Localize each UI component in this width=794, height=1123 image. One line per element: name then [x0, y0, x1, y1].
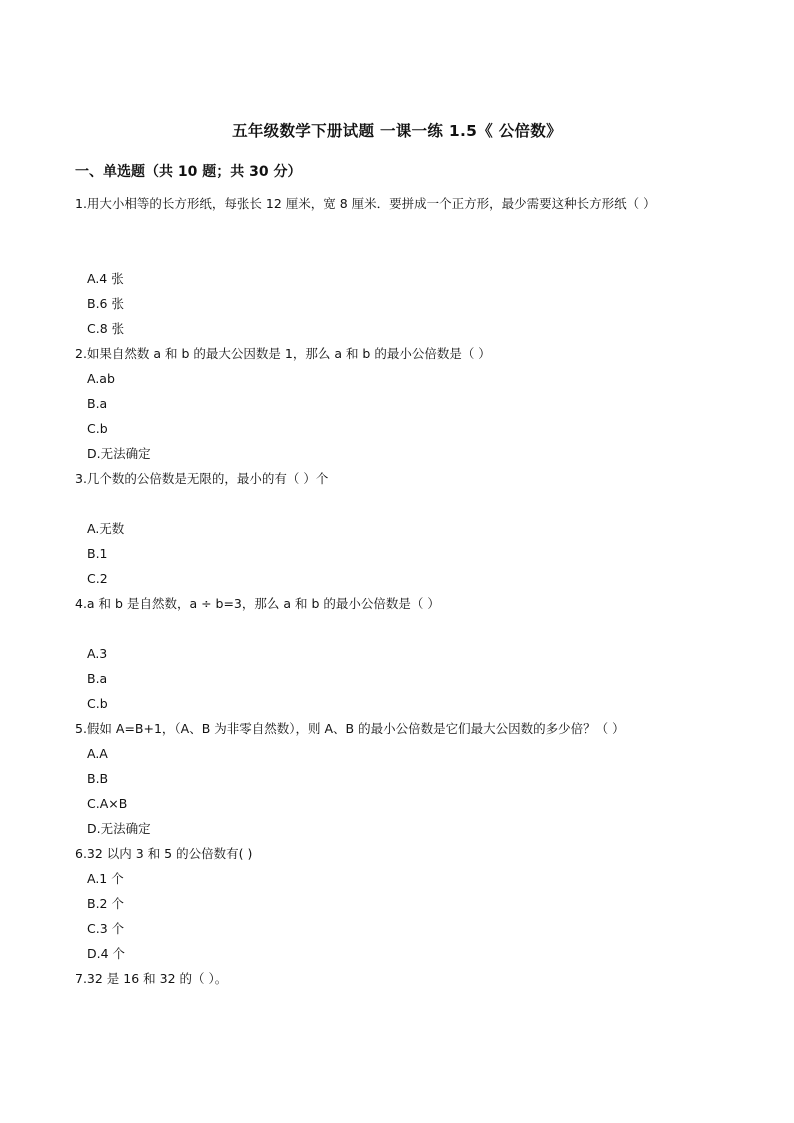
question-5-option-a: A.A: [87, 746, 108, 761]
question-1-option-c: C.8 张: [87, 321, 125, 336]
question-5-option-d: D.无法确定: [87, 821, 151, 836]
section-heading: 一、单选题（共 10 题；共 30 分）: [75, 164, 302, 180]
question-1-stem: 1.用大小相等的长方形纸，每张长 12 厘米，宽 8 厘米．要拼成一个正方形，最少需要这种长方形纸（ ）: [75, 196, 656, 211]
question-5-option-b: B.B: [87, 771, 109, 786]
question-2-option-a: A.ab: [87, 371, 115, 386]
question-6-stem: 6.32 以内 3 和 5 的公倍数有( ): [75, 846, 253, 861]
question-1-option-b: B.6 张: [87, 296, 124, 311]
question-3-option-b: B.1: [87, 546, 108, 561]
question-5-stem: 5.假如 A=B+1，（A、B 为非零自然数），则 A、B 的最小公倍数是它们最大公因数的多少倍？（ ）: [75, 721, 625, 736]
question-5-option-c: C.A×B: [87, 796, 128, 811]
question-6-option-c: C.3 个: [87, 921, 125, 936]
question-4-option-a: A.3: [87, 646, 108, 661]
question-2-option-c: C.b: [87, 421, 108, 436]
question-6-option-b: B.2 个: [87, 896, 124, 911]
question-6-option-a: A.1 个: [87, 871, 124, 886]
question-2-option-b: B.a: [87, 396, 108, 411]
question-3-stem: 3.几个数的公倍数是无限的，最小的有（ ）个: [75, 471, 329, 486]
question-2-stem: 2.如果自然数 a 和 b 的最大公因数是 1，那么 a 和 b 的最小公倍数是（ ）: [75, 346, 491, 361]
question-3-option-c: C.2: [87, 571, 108, 586]
question-4-option-c: C.b: [87, 696, 108, 711]
question-6-option-d: D.4 个: [87, 946, 126, 961]
question-2-option-d: D.无法确定: [87, 446, 151, 461]
question-4-stem: 4.a 和 b 是自然数，a ÷ b=3，那么 a 和 b 的最小公倍数是（ ）: [75, 596, 440, 611]
question-3-option-a: A.无数: [87, 521, 125, 536]
question-7-stem: 7.32 是 16 和 32 的（ ）。: [75, 971, 228, 986]
question-1-option-a: A.4 张: [87, 271, 124, 286]
question-4-option-b: B.a: [87, 671, 108, 686]
document-title: 五年级数学下册试题 一课一练 1.5《 公倍数》: [232, 122, 562, 140]
